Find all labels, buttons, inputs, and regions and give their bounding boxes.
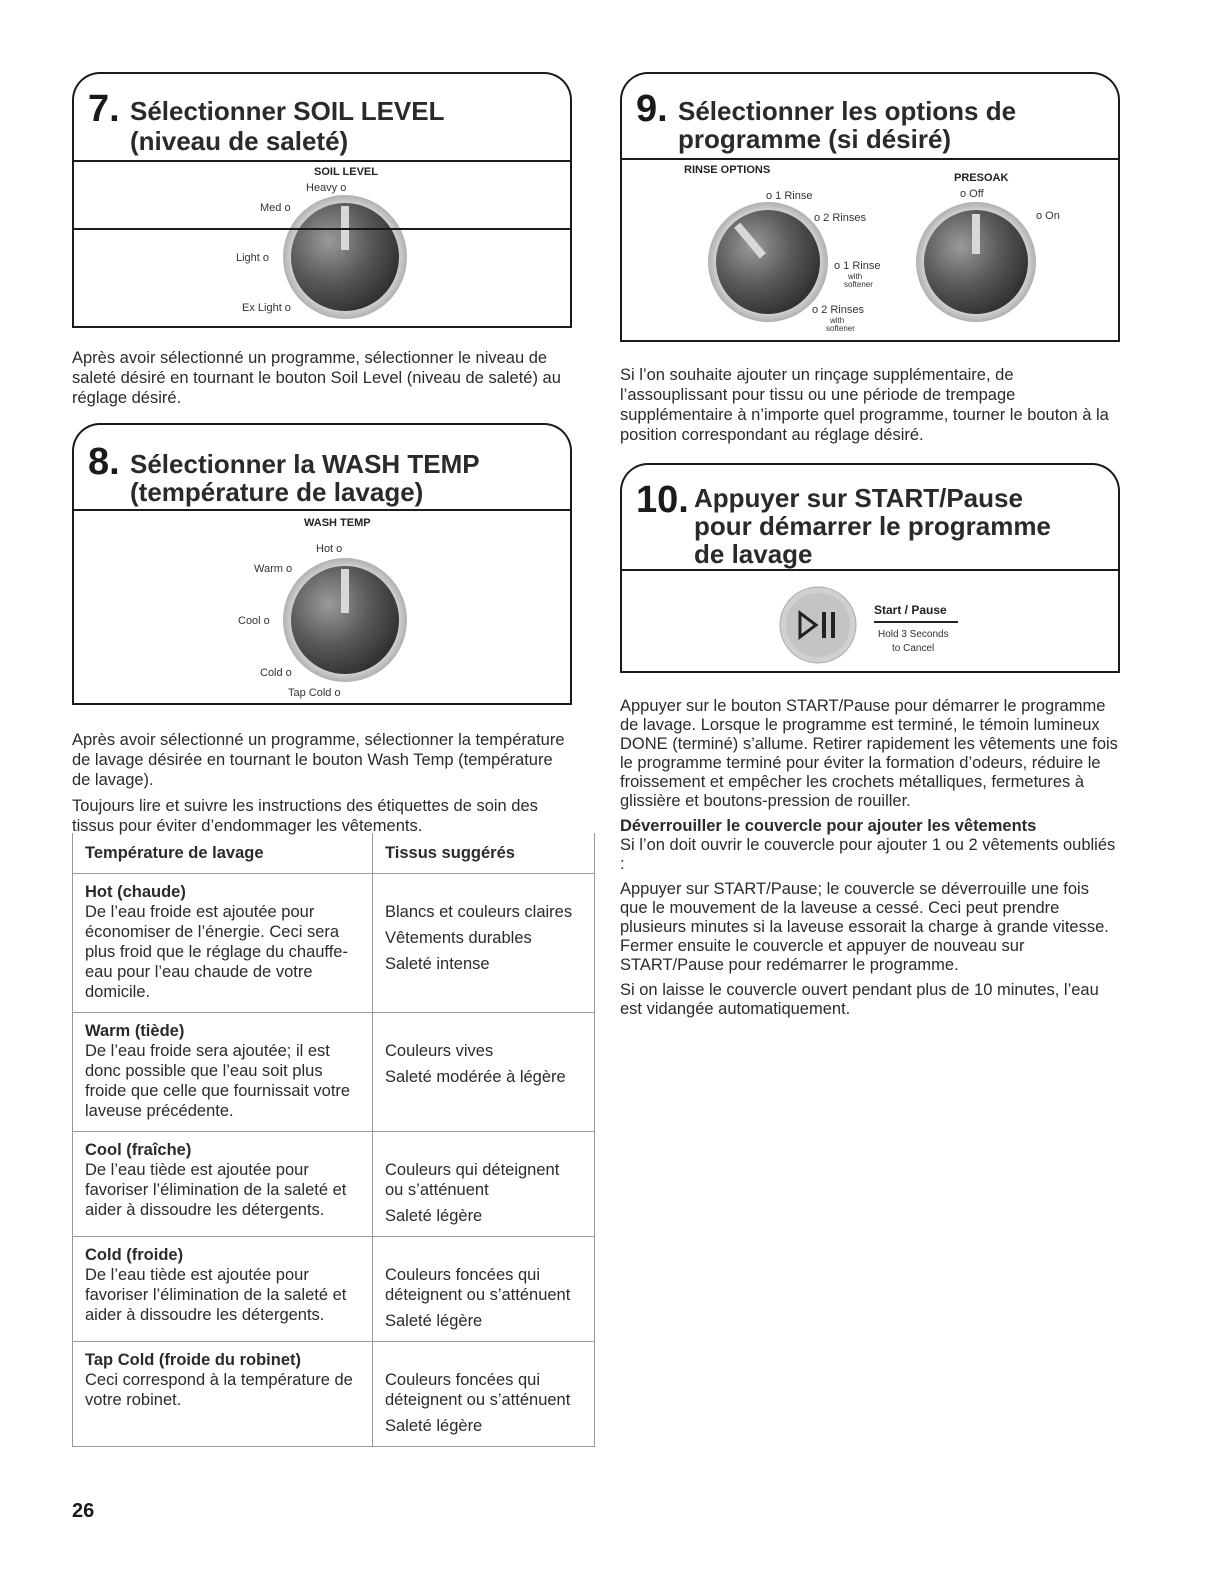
start-pause-button-icon[interactable] <box>778 585 858 665</box>
temp-name: Cool (fraîche) <box>85 1141 192 1159</box>
table-row <box>73 1342 595 1447</box>
fabric: Saleté légère <box>385 1207 483 1225</box>
rinse-label: softener <box>844 280 873 289</box>
section-8-text <box>72 730 572 842</box>
start-pause-hint-2: to Cancel <box>892 643 935 654</box>
dial-label-light: Light o <box>236 252 270 264</box>
options-dial-panel <box>620 158 1120 342</box>
wash-temp-dial-panel <box>72 509 572 705</box>
start-pause-hint-1: Hold 3 Seconds <box>878 629 949 640</box>
step-number: 8. <box>88 441 120 483</box>
presoak-knob-icon[interactable] <box>914 200 1038 324</box>
fabric: Couleurs vives <box>385 1042 494 1060</box>
section-9-text: Si l’on souhaite ajouter un rinçage supplémentaire, de l’assouplissant pour tissu ou une période de trempage supplémentaire à n’importe quel programme, tourner le bouton à la position correspondant au réglage désiré. <box>620 366 1109 444</box>
table-row <box>73 1132 595 1237</box>
section-7-header <box>72 72 572 162</box>
section-9-header <box>620 72 1120 160</box>
dial-label-hot: Hot o <box>316 543 343 555</box>
temp-desc: De l’eau tiède est ajoutée pour favoriser l’élimination de la saleté et aider à dissoudre les détergents. <box>85 1161 347 1219</box>
rinse-options-knob-icon[interactable] <box>706 200 830 324</box>
fabric: Saleté modérée à légère <box>385 1068 566 1086</box>
rinse-label: softener <box>826 324 855 333</box>
fabric: Saleté légère <box>385 1312 483 1330</box>
temp-desc: De l’eau tiède est ajoutée pour favoriser l’élimination de la saleté et aider à dissoudre les détergents. <box>85 1266 347 1324</box>
temp-name: Tap Cold (froide du robinet) <box>85 1351 301 1369</box>
fabric: Vêtements durables <box>385 929 532 947</box>
fabric: Saleté légère <box>385 1417 483 1435</box>
table-row <box>73 1013 595 1132</box>
start-pause-panel <box>620 569 1120 673</box>
step-title-line2: (niveau de saleté) <box>130 126 349 156</box>
fabric: Blancs et couleurs claires <box>385 903 573 921</box>
dial-label-cool: Cool o <box>238 615 270 627</box>
step-title-line1: Sélectionner la WASH TEMP <box>130 449 480 479</box>
step-title-line3: de lavage <box>694 539 813 569</box>
section-10-subhead: Déverrouiller le couvercle pour ajouter les vêtements <box>620 817 1037 835</box>
step-title-line1: Sélectionner SOIL LEVEL <box>130 96 445 126</box>
fabric: Couleurs qui déteignent ou s’atténuent <box>385 1161 560 1199</box>
rinse-options-title: RINSE OPTIONS <box>684 164 771 176</box>
section-10-text-4: Si on laisse le couvercle ouvert pendant plus de 10 minutes, l’eau est vidangée automatiquement. <box>620 981 1099 1018</box>
wash-temp-knob-icon[interactable] <box>280 555 410 685</box>
step-title-line2: (température de lavage) <box>130 477 424 507</box>
presoak-title: PRESOAK <box>954 172 1009 184</box>
dial-label-cold: Cold o <box>260 667 292 679</box>
wash-temp-table <box>72 833 595 1447</box>
temp-name: Cold (froide) <box>85 1246 184 1264</box>
rinse-label: o 1 Rinse <box>834 260 881 272</box>
fabric: Couleurs foncées qui déteignent ou s’atténuent <box>385 1266 571 1304</box>
section-10-header <box>620 463 1120 571</box>
section-10-text-3: Appuyer sur START/Pause; le couvercle se déverrouille une fois que le mouvement de la laveuse a cessé. Ceci peut prendre plusieurs minutes si la laveuse essorait la charge à grande vitesse. Fermer ensuite le couvercle et appuyer de nouveau sur START/Pause pour redémarrer le programme. <box>620 880 1109 974</box>
rinse-label: with <box>848 272 863 281</box>
section-10-text <box>620 697 1120 1025</box>
section-10-text-2: Si l’on doit ouvrir le couvercle pour ajouter 1 ou 2 vêtements oubliés : <box>620 836 1116 873</box>
step-title-line1: Appuyer sur START/Pause <box>694 483 1023 513</box>
temp-name: Warm (tiède) <box>85 1022 185 1040</box>
dial-label-tap-cold: Tap Cold o <box>288 687 341 699</box>
step-title-line1: Sélectionner les options de <box>678 96 1017 126</box>
section-8-header <box>72 228 572 230</box>
rinse-label: o 2 Rinses <box>812 304 864 316</box>
dial-label-ex-light: Ex Light o <box>242 302 291 314</box>
step-title-line2: pour démarrer le programme <box>694 511 1051 541</box>
table-header-temp: Température de lavage <box>73 833 373 874</box>
section-8-text-2: Toujours lire et suivre les instructions des étiquettes de soin des tissus pour éviter d’endommager les vêtements. <box>72 797 538 835</box>
presoak-label-on: o On <box>1036 210 1060 222</box>
start-pause-underline <box>874 621 958 623</box>
section-7-text: Après avoir sélectionné un programme, sélectionner le niveau de saleté désiré en tournant le bouton Soil Level (niveau de saleté) au réglage désiré. <box>72 349 561 407</box>
rinse-label: with <box>830 316 845 325</box>
presoak-label-off: o Off <box>960 188 984 200</box>
soil-level-dial-panel <box>72 160 572 328</box>
dial-title: SOIL LEVEL <box>314 166 378 178</box>
soil-level-knob-icon[interactable] <box>280 192 410 322</box>
step-number: 9. <box>636 88 668 130</box>
step-number: 10. <box>636 479 689 521</box>
start-pause-label: Start / Pause <box>874 603 947 617</box>
dial-label-heavy: Heavy o <box>306 182 347 194</box>
step-title-line2: programme (si désiré) <box>678 124 952 154</box>
dial-label-warm: Warm o <box>254 563 293 575</box>
rinse-label: o 1 Rinse <box>766 190 813 202</box>
step-number: 7. <box>88 88 120 130</box>
section-8-header-box <box>72 423 572 511</box>
table-row <box>73 1237 595 1342</box>
dial-title: WASH TEMP <box>304 517 371 529</box>
table-row <box>73 874 595 1013</box>
section-8-text-1: Après avoir sélectionné un programme, sélectionner la température de lavage désirée en tournant le bouton Wash Temp (température de lavage). <box>72 731 565 789</box>
temp-desc: Ceci correspond à la température de votre robinet. <box>85 1371 353 1409</box>
fabric: Saleté intense <box>385 955 490 973</box>
section-10-text-1: Appuyer sur le bouton START/Pause pour démarrer le programme de lavage. Lorsque le programme est terminé, le témoin lumineux DONE (terminé) s’allume. Retirer rapidement les vêtements une fois le programme terminé pour éviter la formation d’odeurs, réduire le froissement et empêcher les crochets métalliques, fermetures à glissière et boutons-pression de rouiller. <box>620 697 1118 810</box>
fabric: Couleurs foncées qui déteignent ou s’atténuent <box>385 1371 571 1409</box>
page-number: 26 <box>72 1500 95 1522</box>
temp-name: Hot (chaude) <box>85 883 186 901</box>
dial-label-med: Med o <box>260 202 291 214</box>
table-header-fabrics: Tissus suggérés <box>373 833 595 874</box>
temp-desc: De l’eau froide sera ajoutée; il est donc possible que l’eau soit plus froide que celle que fournissait votre laveuse précédente. <box>85 1042 351 1120</box>
temp-desc: De l’eau froide est ajoutée pour économiser de l’énergie. Ceci sera plus froid que le réglage du chauffe-eau pour l’eau chaude de votre domicile. <box>85 903 348 1001</box>
rinse-label: o 2 Rinses <box>814 212 866 224</box>
